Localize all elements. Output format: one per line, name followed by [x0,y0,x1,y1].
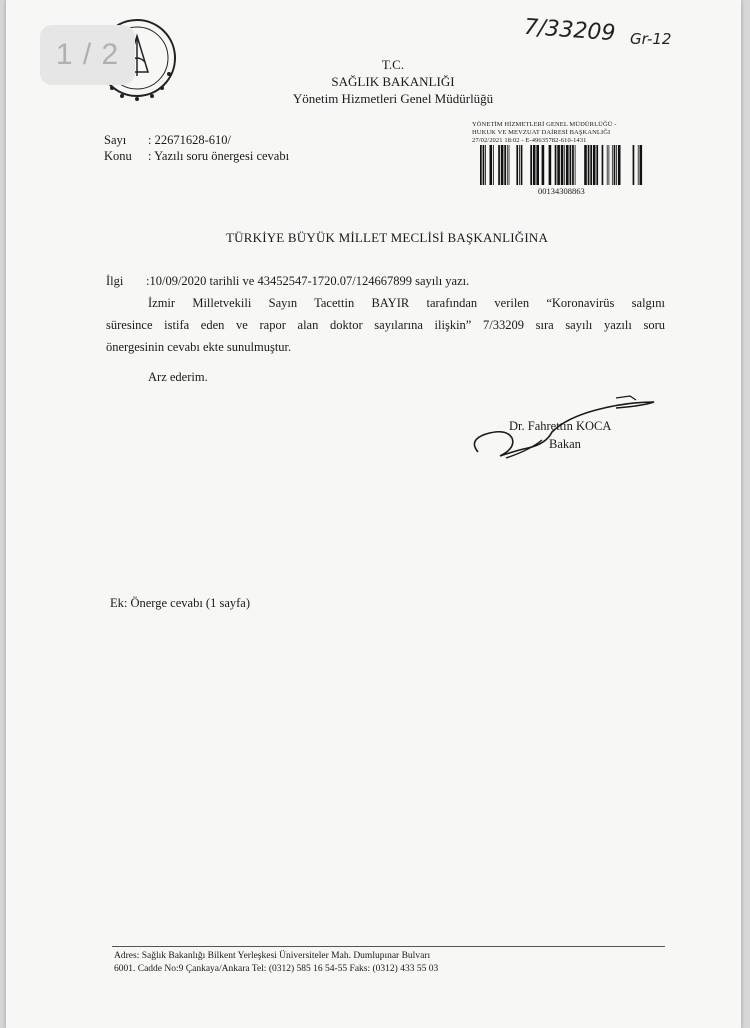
barcode-bar [516,145,518,185]
barcode-bar [493,145,494,185]
barcode-bar [614,145,616,185]
barcode-bar [616,145,617,185]
sayi-value: : 22671628-610/ [148,133,231,147]
barcode-bar [612,145,613,185]
barcode-bar [561,145,564,185]
barcode-bar [575,145,576,185]
barcode-bar [633,145,635,185]
document-barcode [480,145,648,187]
signatory-name: Dr. Fahrettin KOCA [509,419,612,433]
barcode-bar [530,145,532,185]
ilgi-value: :10/09/2020 tarihli ve 43452547-1720.07/124667899 sayılı yazı. [146,274,470,288]
barcode-bar [507,145,508,185]
signatory-title: Bakan [549,437,581,451]
page-indicator-badge: 1 / 2 [40,25,135,85]
barcode-bar [570,145,572,185]
barcode-bar [590,145,592,185]
stamp-line-3: 27/02/2021 18:02 - E-49635782-610-1431 [472,137,587,144]
barcode-bar [588,145,590,185]
barcode-bar [638,145,639,185]
barcode-bar [485,145,486,185]
barcode-bar [596,145,598,185]
barcode-bar [501,145,504,185]
barcode-bar [542,145,545,185]
ilgi-label: İlgi [106,274,124,288]
barcode-bar [536,145,539,185]
handwritten-reference-note: 7/33209 [523,14,617,47]
body-paragraph-line-1: İzmir Milletvekili Sayın Tacettin BAYIR tarafından verilen “Koronavirüs salgını [148,296,665,310]
konu-value: : Yazılı soru önergesi cevabı [148,149,290,163]
header-tc: T.C. [381,57,405,72]
barcode-bar [602,145,604,185]
body-paragraph-line-2: süresince istifa eden ve rapor alan doktor sayılarına ilişkin” 7/33209 sıra sayılı yazılı soru [106,318,665,332]
header-ministry: SAĞLIK BAKANLIĞI [331,74,455,89]
addressee-heading: TÜRKİYE BÜYÜK MİLLET MECLİSİ BAŞKANLIĞINA [226,230,549,245]
barcode-bar [521,145,523,185]
barcode-bar [509,145,510,185]
konu-line [104,149,289,164]
footer-address-line-1: Adres: Sağlık Bakanlığı Bilkent Yerleşkesi Üniversiteler Mah. Dumlupınar Bulvarı [114,951,431,961]
stamp-line-1: YÖNETİM HİZMETLERİ GENEL MÜDÜRLÜĞÜ - [472,121,617,128]
registry-stamp [472,121,648,145]
attachment-note: Ek: Önerge cevabı (1 sayfa) [110,596,250,610]
stamp-line-2: HUKUK VE MEVZUAT DAİRESİ BAŞKANLIĞI [472,129,611,136]
header-directorate: Yönetim Hizmetleri Genel Müdürlüğü [292,91,494,106]
ilgi-line [106,270,469,292]
barcode-bar [640,145,643,185]
konu-label: Konu [104,149,132,163]
barcode-bar [566,145,569,185]
closing-text: Arz ederim. [148,370,208,384]
barcode-bar [609,145,610,185]
barcode-bar [607,145,608,185]
barcode-bar [533,145,536,185]
handwritten-initials-note: Gr-12 [630,30,672,48]
footer-address-line-2: 6001. Cadde No:9 Çankaya/Ankara Tel: (0312) 585 16 54-55 Faks: (0312) 433 55 03 [114,964,439,974]
barcode-bar [483,145,485,185]
barcode-bar [480,145,482,185]
barcode-bar [555,145,557,185]
barcode-bar [584,145,587,185]
barcode-bar [519,145,520,185]
barcode-bar [498,145,500,185]
barcode-bar [504,145,506,185]
sayi-line [104,133,231,148]
barcode-number: 00134308863 [538,186,585,196]
barcode-bar [593,145,596,185]
barcode-bar [557,145,560,185]
barcode-bar [564,145,565,185]
barcode-bar [549,145,552,185]
barcode-bar [618,145,621,185]
body-paragraph-line-3: önergesinin cevabı ekte sunulmuştur. [106,340,292,354]
barcode-bar [490,145,493,185]
footer-divider [112,946,665,947]
barcode-bar [572,145,574,185]
sayi-label: Sayı [104,133,127,147]
